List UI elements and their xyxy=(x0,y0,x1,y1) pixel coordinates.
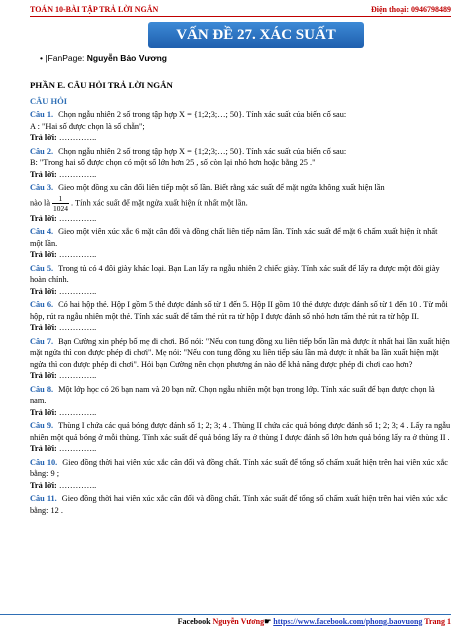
fanpage-name: Nguyễn Bảo Vương xyxy=(86,53,167,63)
question-text: Thùng I chứa các quả bóng được đánh số 1; 2; 3; 4 . Thùng II chứa các quả bóng được đánh số 1; 2; 3; 4 . Lấy ra ngẫu nhiên một quả bóng ở mỗi thùng. Tính xác suất để quả bóng lấy ra ở thùng I được đánh số lớn hơn quả bóng lấy ra ở thùng II . xyxy=(30,421,451,442)
footer-facebook-link[interactable]: https://www.facebook.com/phong.baovuong xyxy=(273,617,423,626)
question-text: Trong tủ có 4 đôi giày khác loại. Bạn Lan lấy ra ngẫu nhiên 2 chiếc giày. Tính xác suất để lấy ra được một đôi giày hoàn chỉnh. xyxy=(30,263,440,284)
chapter-banner: VẤN ĐỀ 27. XÁC SUẤT xyxy=(148,22,364,48)
question-8 xyxy=(30,384,451,419)
question-number: Câu 7. xyxy=(30,336,54,346)
pointing-hand-icon: ☛ xyxy=(264,617,274,626)
answer-blank[interactable]: ………….. xyxy=(58,213,97,223)
answer-label: Trả lời: xyxy=(30,407,59,417)
answer-label: Trả lời: xyxy=(30,169,59,179)
answer-label: Trả lời: xyxy=(30,480,59,490)
fraction xyxy=(52,194,69,213)
header-title: TOÁN 10-BÀI TẬP TRẢ LỜI NGẮN xyxy=(30,5,159,14)
answer-label: Trả lời: xyxy=(30,213,59,223)
answer-blank[interactable]: ………….. xyxy=(58,286,97,296)
fanpage-prefix: • |FanPage: xyxy=(40,53,87,63)
question-number: Câu 10. xyxy=(30,457,58,467)
question-1 xyxy=(30,109,451,144)
question-text: Chọn ngẫu nhiên 2 số trong tập hợp X = {1;2;3;…; 50}. Tính xác suất của biến cố sau: xyxy=(58,110,347,119)
answer-blank[interactable]: ………….. xyxy=(58,133,97,142)
fraction-denominator: 1024 xyxy=(53,203,69,213)
answer-blank[interactable]: ………….. xyxy=(58,250,97,259)
question-number: Câu 5. xyxy=(30,263,54,273)
question-text: Một lớp học có 26 bạn nam và 20 bạn nữ. Chọn ngẫu nhiên một bạn trong lớp. Tính xác suất để bạn được chọn là nam. xyxy=(30,384,435,405)
page-header xyxy=(30,5,451,17)
question-6 xyxy=(30,299,451,334)
question-number: Câu 11. xyxy=(30,494,57,503)
question-number: Câu 2. xyxy=(30,146,54,156)
question-text: Gieo một đồng xu cân đối liên tiếp một số lần. Biết rằng xác suất để mặt ngửa không xuất hiện lần xyxy=(58,183,385,192)
question-number: Câu 9. xyxy=(30,421,54,430)
answer-blank[interactable]: ………….. xyxy=(58,444,97,453)
question-text: Gieo đồng thời hai viên xúc xắc cân đối và đồng chất. Tính xác suất để tổng số chấm xuất hiện trên hai viên xúc xắc bằng: 12 . xyxy=(30,494,448,515)
answer-label: Trả lời: xyxy=(30,286,59,296)
question-text: Có hai hộp thẻ. Hộp I gồm 5 thẻ được đánh số từ 1 đến 5. Hộp II gồm 10 thẻ được được đánh số từ 1 đến 10 . Từ mỗi hộp, rút ra ngẫu nhiên một thẻ. Tính xác suất để tấm thẻ rút ra từ hộp I được đánh số nhỏ hơn tấm thẻ rút ra từ hộp II. xyxy=(30,300,448,321)
answer-blank[interactable]: ………….. xyxy=(58,371,97,380)
page-number: Trang 1 xyxy=(422,617,451,626)
question-number: Câu 6. xyxy=(30,300,54,309)
answer-label: Trả lời: xyxy=(30,444,59,453)
question-number: Câu 8. xyxy=(30,384,54,394)
subsection-title: CÂU HỎI xyxy=(30,95,68,106)
page-footer xyxy=(0,614,451,626)
question-extra: B: "Trong hai số được chọn có một số lớn hơn 25 , số còn lại nhỏ hơn hoặc bằng 25 ." xyxy=(30,158,316,167)
question-text: Bạn Cường xin phép bố mẹ đi chơi. Bố nói: "Nếu con tung đồng xu liên tiếp bốn lần mà được ít nhất hai lần xuất hiện mặt ngửa thì con được phép đi chơi". Mẹ nói: "Nếu con tung đồng xu liên tiếp sáu lần mà được ít nhất ba lần xuất hiện mặt ngửa thì con được phép đi chơi". Hỏi bạn Cường nên chọn phương án nào để khả năng được phép đi chơi cao hơn? xyxy=(30,336,450,369)
answer-blank[interactable]: ………….. xyxy=(58,169,97,179)
question-number: Câu 4. xyxy=(30,227,54,236)
question-3 xyxy=(30,182,451,224)
question-9 xyxy=(30,420,451,455)
answer-blank[interactable]: ………….. xyxy=(58,323,97,332)
header-phone: Điện thoại: 0946798489 xyxy=(371,5,451,14)
question-number: Câu 1. xyxy=(30,110,54,119)
question-pre: nào là xyxy=(30,197,51,207)
question-11 xyxy=(30,493,451,516)
question-10 xyxy=(30,457,451,492)
question-text: Gieo đồng thời hai viên xúc xắc cân đối và đồng chất. Tính xác suất để tổng số chấm xuất hiện trên hai viên xúc xắc bằng: 9 ; xyxy=(30,457,448,478)
fraction-numerator: 1 xyxy=(52,194,69,204)
question-5 xyxy=(30,263,451,298)
answer-label: Trả lời: xyxy=(30,371,59,380)
question-text: Gieo một viên xúc xắc 6 mặt cân đối và đồng chất liên tiếp năm lần. Tính xác suất để mặt 6 chấm xuất hiện ít nhất một lần. xyxy=(30,227,438,248)
question-2 xyxy=(30,146,451,181)
answer-blank[interactable]: ………….. xyxy=(58,407,97,417)
fanpage-line xyxy=(40,53,167,63)
question-7 xyxy=(30,336,451,382)
question-4 xyxy=(30,226,451,261)
footer-facebook-label: Facebook xyxy=(177,617,213,626)
footer-author: Nguyễn Vương xyxy=(212,617,265,626)
section-title: PHẦN E. CÂU HỎI TRẢ LỜI NGẮN xyxy=(30,80,173,90)
answer-label: Trả lời: xyxy=(30,133,59,142)
answer-label: Trả lời: xyxy=(30,323,59,332)
question-post: . Tính xác suất để mặt ngửa xuất hiện ít nhất một lần. xyxy=(71,197,248,207)
answer-label: Trả lời: xyxy=(30,250,59,259)
question-text: Chọn ngẫu nhiên 2 số trong tập hợp X = {1;2;3;…; 50}. Tính xác suất của biến cố sau: xyxy=(58,146,347,156)
document-content xyxy=(30,80,451,516)
question-extra: A : "Hai số được chọn là số chẵn"; xyxy=(30,121,145,131)
answer-blank[interactable]: ………….. xyxy=(58,480,97,490)
question-number: Câu 3. xyxy=(30,183,54,192)
